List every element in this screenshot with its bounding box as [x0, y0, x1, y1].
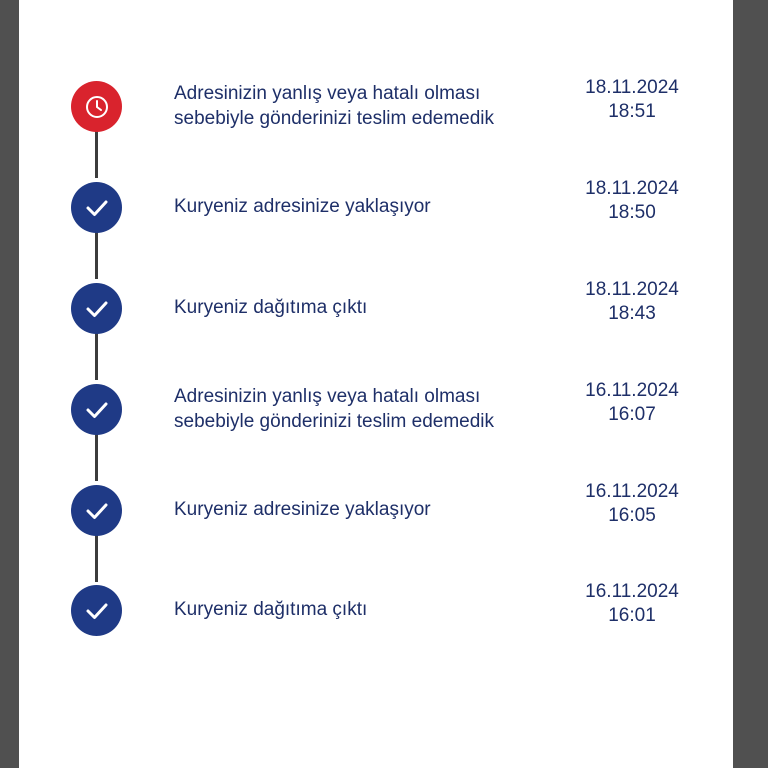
event-date: 16.11.2024: [585, 481, 679, 502]
event-message-line: Adresinizin yanlış veya hatalı olması: [174, 83, 481, 104]
event-message-line: sebebiyle gönderinizi teslim edemedik: [174, 411, 495, 432]
event-message-line: Kuryeniz dağıtıma çıktı: [174, 297, 368, 318]
status-circle: [71, 384, 122, 435]
event-datetime: [572, 177, 692, 225]
event-message: [174, 384, 574, 434]
check-icon: [83, 295, 111, 323]
event-date: 16.11.2024: [585, 380, 679, 401]
event-datetime: [572, 76, 692, 124]
timeline-event: [19, 77, 733, 181]
timeline-event: [19, 380, 733, 484]
timeline-event: [19, 279, 733, 383]
event-message-line: Adresinizin yanlış veya hatalı olması: [174, 386, 481, 407]
event-message: [174, 597, 574, 622]
event-message: [174, 194, 574, 219]
event-datetime: [572, 480, 692, 528]
event-date: 18.11.2024: [585, 77, 679, 98]
event-time: 18:43: [608, 303, 656, 324]
event-datetime: [572, 580, 692, 628]
timeline-event: [19, 178, 733, 282]
shipment-timeline: [19, 0, 733, 768]
tracking-history-card: [19, 0, 733, 768]
event-message: [174, 81, 574, 131]
event-message-line: Kuryeniz dağıtıma çıktı: [174, 599, 368, 620]
event-message-line: sebebiyle gönderinizi teslim edemedik: [174, 108, 495, 129]
event-message: [174, 295, 574, 320]
event-time: 16:07: [608, 404, 656, 425]
event-message-line: Kuryeniz adresinize yaklaşıyor: [174, 499, 431, 520]
event-date: 18.11.2024: [585, 279, 679, 300]
check-icon: [83, 194, 111, 222]
event-message: [174, 497, 574, 522]
check-icon: [83, 497, 111, 525]
event-datetime: [572, 379, 692, 427]
status-circle: [71, 182, 122, 233]
event-message-line: Kuryeniz adresinize yaklaşıyor: [174, 196, 431, 217]
status-circle: [71, 485, 122, 536]
status-circle: [71, 283, 122, 334]
event-time: 16:01: [608, 605, 656, 626]
event-time: 18:50: [608, 202, 656, 223]
status-circle: [71, 585, 122, 636]
event-datetime: [572, 278, 692, 326]
check-icon: [83, 396, 111, 424]
check-icon: [83, 597, 111, 625]
event-time: 18:51: [608, 101, 656, 122]
event-date: 16.11.2024: [585, 581, 679, 602]
event-time: 16:05: [608, 505, 656, 526]
event-date: 18.11.2024: [585, 178, 679, 199]
timeline-event: [19, 581, 733, 685]
timeline-event: [19, 481, 733, 585]
status-circle: [71, 81, 122, 132]
clock-icon: [84, 94, 110, 120]
